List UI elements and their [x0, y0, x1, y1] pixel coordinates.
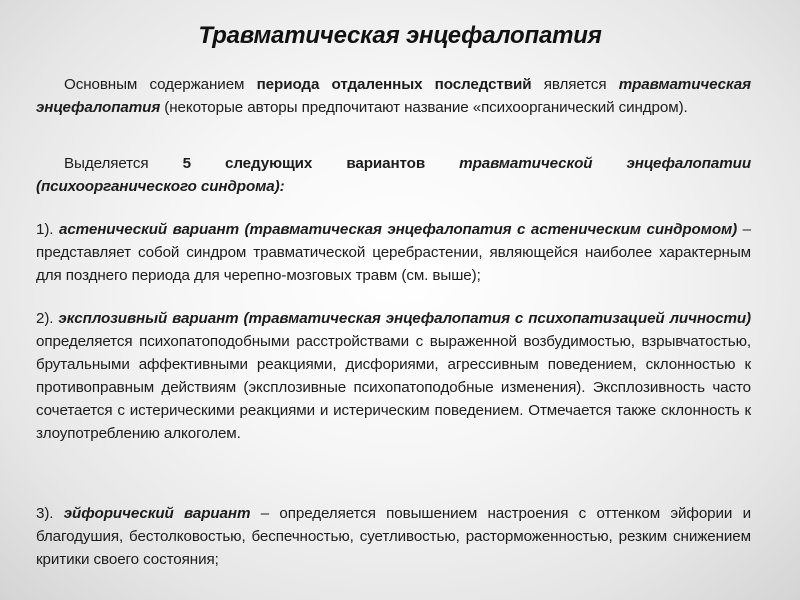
- variant-2-paren: (травматическая энцефалопатия с психопатизацией личности): [238, 310, 751, 327]
- variant-3-text: – определяется повышением настроения с оттенком эйфории и благодушия, бестолковостью, беспечностью, суетливостью, расторможенностью, резким снижением критики своего состояния;: [36, 505, 751, 568]
- variant-1-number: 1).: [36, 221, 54, 238]
- intro-p1-suffix: (некоторые авторы предпочитают название «психоорганический синдром).: [160, 99, 688, 116]
- variant-1-text: – представляет собой синдром травматической церебрастении, являющейся наиболее характерным для позднего периода для черепно-мозговых травм (см. выше);: [36, 221, 752, 284]
- variant-2-name: эксплозивный вариант: [53, 310, 239, 327]
- intro-p1-bold-italic: травматическая энцефалопатия: [36, 76, 751, 116]
- variant-3-number: 3).: [36, 505, 54, 522]
- variant-1: [36, 218, 751, 287]
- variant-2: [36, 307, 751, 445]
- variant-2-number: 2).: [36, 310, 54, 327]
- variant-3-name: эйфорический вариант: [53, 505, 251, 522]
- intro-p1-mid: является: [531, 76, 619, 93]
- variant-1-name: астенический вариант: [53, 221, 239, 238]
- variant-1-paren: (травматическая энцефалопатия с астеническим синдромом): [239, 221, 738, 238]
- intro-p1-prefix: Основным содержанием: [64, 76, 257, 93]
- intro-p2-prefix: Выделяется: [64, 155, 183, 172]
- intro-p2-bold: 5 следующих вариантов: [182, 155, 426, 172]
- intro-p1-bold: периода отдаленных последствий: [256, 76, 532, 93]
- intro-p2-bold-italic: травматической энцефалопатии (психоорганического синдрома):: [36, 155, 751, 195]
- intro-paragraph-2: [36, 152, 751, 198]
- intro-paragraph-1: [36, 73, 751, 119]
- page-title: Травматическая энцефалопатия: [198, 22, 602, 49]
- variant-3: [36, 502, 751, 571]
- variant-2-text: определяется психопатоподобными расстройствами с выраженной возбудимостью, взрывчатостью, брутальными аффективными реакциями, дисфориями, агрессивным поведением, склонностью к противоправным действиям (эксплозивные психопатоподобные изменения). Эксплозивность часто сочетается с истерическими реакциями и истерическим поведением. Отмечается также склонность к злоупотреблению алкоголем.: [36, 333, 751, 442]
